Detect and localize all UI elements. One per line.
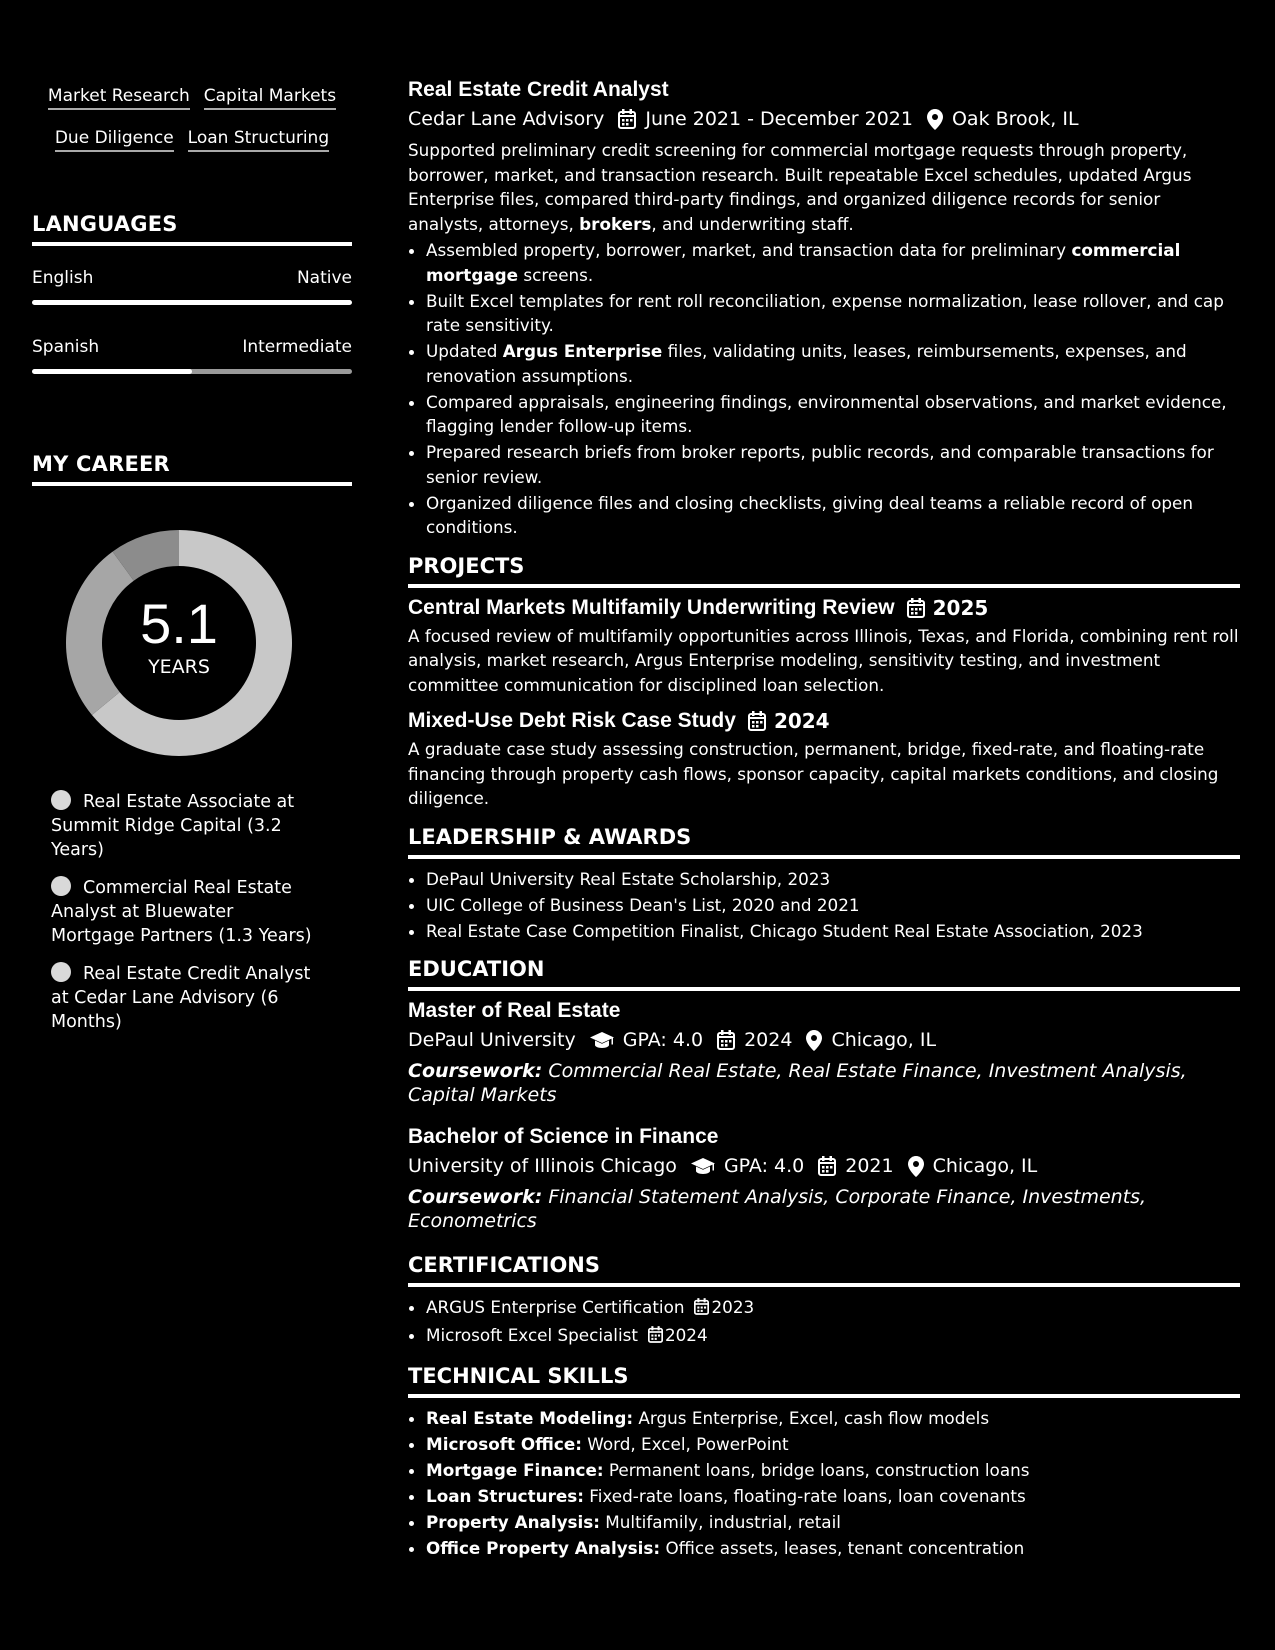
- calendar-icon: [694, 1297, 709, 1322]
- degree-title: Master of Real Estate: [408, 999, 621, 1022]
- calendar-icon: [907, 598, 925, 618]
- language-name: English: [32, 268, 94, 288]
- technical-skills-section: [408, 1364, 1240, 1561]
- certification-item: • ARGUS Enterprise Certification 2023: [426, 1295, 1240, 1322]
- skill-tags: [32, 86, 352, 170]
- gpa: GPA: 4.0: [723, 1155, 805, 1177]
- language-english: [32, 268, 352, 305]
- project-year: 2024: [773, 709, 830, 733]
- coursework: Coursework: Financial Statement Analysis, Corporate Finance, Investments, Econometrics: [408, 1186, 1147, 1232]
- degree-title: Bachelor of Science in Finance: [408, 1125, 719, 1148]
- graduation-cap-icon: [691, 1157, 715, 1175]
- job-bullet: • Compared appraisals, engineering findings, environmental observations, and market evidence, flagging lender follow-up items.: [426, 390, 1240, 439]
- job-bullet: • Built Excel templates for rent roll reconciliation, expense normalization, lease rollover, and cap rate sensitivity.: [426, 289, 1240, 338]
- education-meta: [408, 1155, 1240, 1177]
- language-spanish: [32, 337, 352, 374]
- languages-section: [32, 212, 352, 246]
- school-name: DePaul University: [408, 1029, 576, 1051]
- project-item: [408, 596, 1240, 698]
- languages-heading: LANGUAGES: [32, 212, 178, 236]
- language-bar: [32, 300, 352, 305]
- company-name: Cedar Lane Advisory: [408, 108, 605, 130]
- leadership-list: [408, 867, 1240, 944]
- skill-tag: Capital Markets: [204, 86, 336, 110]
- education-item: [408, 1125, 1240, 1233]
- leadership-section: [408, 825, 1240, 944]
- job-location: Oak Brook, IL: [951, 108, 1079, 130]
- project-title: Mixed-Use Debt Risk Case Study: [408, 709, 736, 732]
- technical-skills-list: [408, 1406, 1240, 1561]
- job-bullet: • Organized diligence files and closing checklists, giving deal teams a reliable record of open conditions.: [426, 491, 1240, 540]
- section-rule: [408, 1394, 1240, 1398]
- project-description: A graduate case study assessing construction, permanent, bridge, fixed-rate, and floating-rate financing through property cash flows, sponsor capacity, capital markets conditions, and closing diligence.: [408, 739, 1219, 808]
- education-section: [408, 957, 1240, 1233]
- main-content: [408, 78, 1240, 1562]
- project-title: Central Markets Multifamily Underwriting Review: [408, 595, 895, 619]
- job-bullet: • Prepared research briefs from broker reports, public records, and comparable transactions for senior review.: [426, 440, 1240, 489]
- education-item: [408, 999, 1240, 1107]
- career-list: [51, 790, 321, 1048]
- section-rule: [408, 1283, 1240, 1287]
- education-meta: [408, 1029, 1240, 1051]
- section-rule: [408, 855, 1240, 859]
- job-dates: June 2021 - December 2021: [645, 108, 913, 130]
- technical-skill-item: • Loan Structures: Fixed-rate loans, floating-rate loans, loan covenants: [426, 1484, 1240, 1509]
- coursework: Coursework: Commercial Real Estate, Real Estate Finance, Investment Analysis, Capital Markets: [408, 1060, 1187, 1106]
- leadership-item: • DePaul University Real Estate Scholarship, 2023: [426, 867, 1240, 892]
- job-entry: [408, 78, 1240, 540]
- career-donut-chart: [66, 530, 292, 756]
- job-bullets: [408, 238, 1240, 540]
- leadership-item: • Real Estate Case Competition Finalist, Chicago Student Real Estate Association, 2023: [426, 919, 1240, 944]
- career-item: Real Estate Associate at Summit Ridge Capital (3.2 Years): [51, 792, 295, 860]
- calendar-icon: [717, 1030, 735, 1050]
- technical-skill-item: • Mortgage Finance: Permanent loans, bridge loans, construction loans: [426, 1458, 1240, 1483]
- graduation-cap-icon: [590, 1031, 614, 1049]
- gpa: GPA: 4.0: [622, 1029, 704, 1051]
- language-bar: [32, 369, 352, 374]
- language-level: Intermediate: [242, 337, 352, 357]
- career-heading: MY CAREER: [32, 452, 170, 476]
- section-rule: [408, 584, 1240, 588]
- school-name: University of Illinois Chicago: [408, 1155, 677, 1177]
- language-level: Native: [296, 268, 352, 288]
- section-heading: EDUCATION: [408, 957, 545, 981]
- certification-year: 2024: [664, 1325, 708, 1345]
- heading-rule: [32, 482, 352, 486]
- section-heading: PROJECTS: [408, 553, 525, 578]
- technical-skill-item: • Office Property Analysis: Office assets, leases, tenant concentration: [426, 1536, 1240, 1561]
- graduation-year: 2021: [845, 1155, 894, 1177]
- job-title: Real Estate Credit Analyst: [408, 78, 669, 101]
- career-section: [32, 452, 352, 486]
- bullet-dot-icon: [51, 962, 71, 982]
- calendar-icon: [648, 1325, 663, 1350]
- technical-skill-item: • Real Estate Modeling: Argus Enterprise, Excel, cash flow models: [426, 1406, 1240, 1431]
- career-years-value: 5.1: [140, 592, 218, 655]
- career-years-label: YEARS: [148, 656, 210, 678]
- calendar-icon: [618, 109, 636, 129]
- job-bullet: • Assembled property, borrower, market, and transaction data for preliminary commercial mortgage screens.: [426, 238, 1240, 287]
- section-rule: [408, 987, 1240, 991]
- project-item: [408, 709, 1240, 811]
- school-location: Chicago, IL: [932, 1155, 1038, 1177]
- location-pin-icon: [908, 1156, 924, 1177]
- language-bar-fill: [32, 300, 352, 305]
- section-heading: TECHNICAL SKILLS: [408, 1363, 629, 1388]
- location-pin-icon: [927, 109, 943, 130]
- project-year: 2025: [932, 595, 989, 620]
- bullet-dot-icon: [51, 876, 71, 896]
- language-bar-fill: [32, 369, 192, 374]
- projects-section: [408, 554, 1240, 811]
- certification-year: 2023: [711, 1297, 755, 1317]
- skill-tag: Loan Structuring: [188, 128, 329, 152]
- section-heading: LEADERSHIP & AWARDS: [408, 824, 692, 849]
- skill-tag: Due Diligence: [55, 128, 174, 152]
- heading-rule: [32, 242, 352, 246]
- career-item: Commercial Real Estate Analyst at Bluewater Mortgage Partners (1.3 Years): [51, 878, 312, 946]
- language-name: Spanish: [32, 337, 100, 357]
- calendar-icon: [818, 1156, 836, 1176]
- certification-item: • Microsoft Excel Specialist 2024: [426, 1323, 1240, 1350]
- calendar-icon: [748, 711, 766, 731]
- career-item: Real Estate Credit Analyst at Cedar Lane Advisory (6 Months): [51, 964, 311, 1032]
- skill-tag: Market Research: [48, 86, 190, 110]
- section-heading: CERTIFICATIONS: [408, 1253, 601, 1277]
- project-description: A focused review of multifamily opportunities across Illinois, Texas, and Florida, combining rent roll analysis, market research, Argus Enterprise modeling, sensitivity testing, and investment committee communication for disciplined loan selection.: [408, 625, 1239, 695]
- technical-skill-item: • Microsoft Office: Word, Excel, PowerPoint: [426, 1432, 1240, 1457]
- location-pin-icon: [806, 1030, 822, 1051]
- leadership-item: • UIC College of Business Dean's List, 2020 and 2021: [426, 893, 1240, 918]
- certifications-list: [408, 1295, 1240, 1350]
- certifications-section: [408, 1253, 1240, 1350]
- bullet-dot-icon: [51, 790, 71, 810]
- graduation-year: 2024: [744, 1029, 793, 1051]
- job-meta: [408, 108, 1240, 130]
- job-bullet: • Updated Argus Enterprise files, validating units, leases, reimbursements, expenses, and renovation assumptions.: [426, 339, 1240, 388]
- technical-skill-item: • Property Analysis: Multifamily, industrial, retail: [426, 1510, 1240, 1535]
- job-summary: Supported preliminary credit screening for commercial mortgage requests through property, borrower, market, and transaction research. Built repeatable Excel schedules, updated Argus Enterprise files, compared third-party findings, and organized diligence records for senior analysts, attorneys, brokers, and underwriting staff.: [408, 140, 1192, 234]
- school-location: Chicago, IL: [831, 1029, 937, 1051]
